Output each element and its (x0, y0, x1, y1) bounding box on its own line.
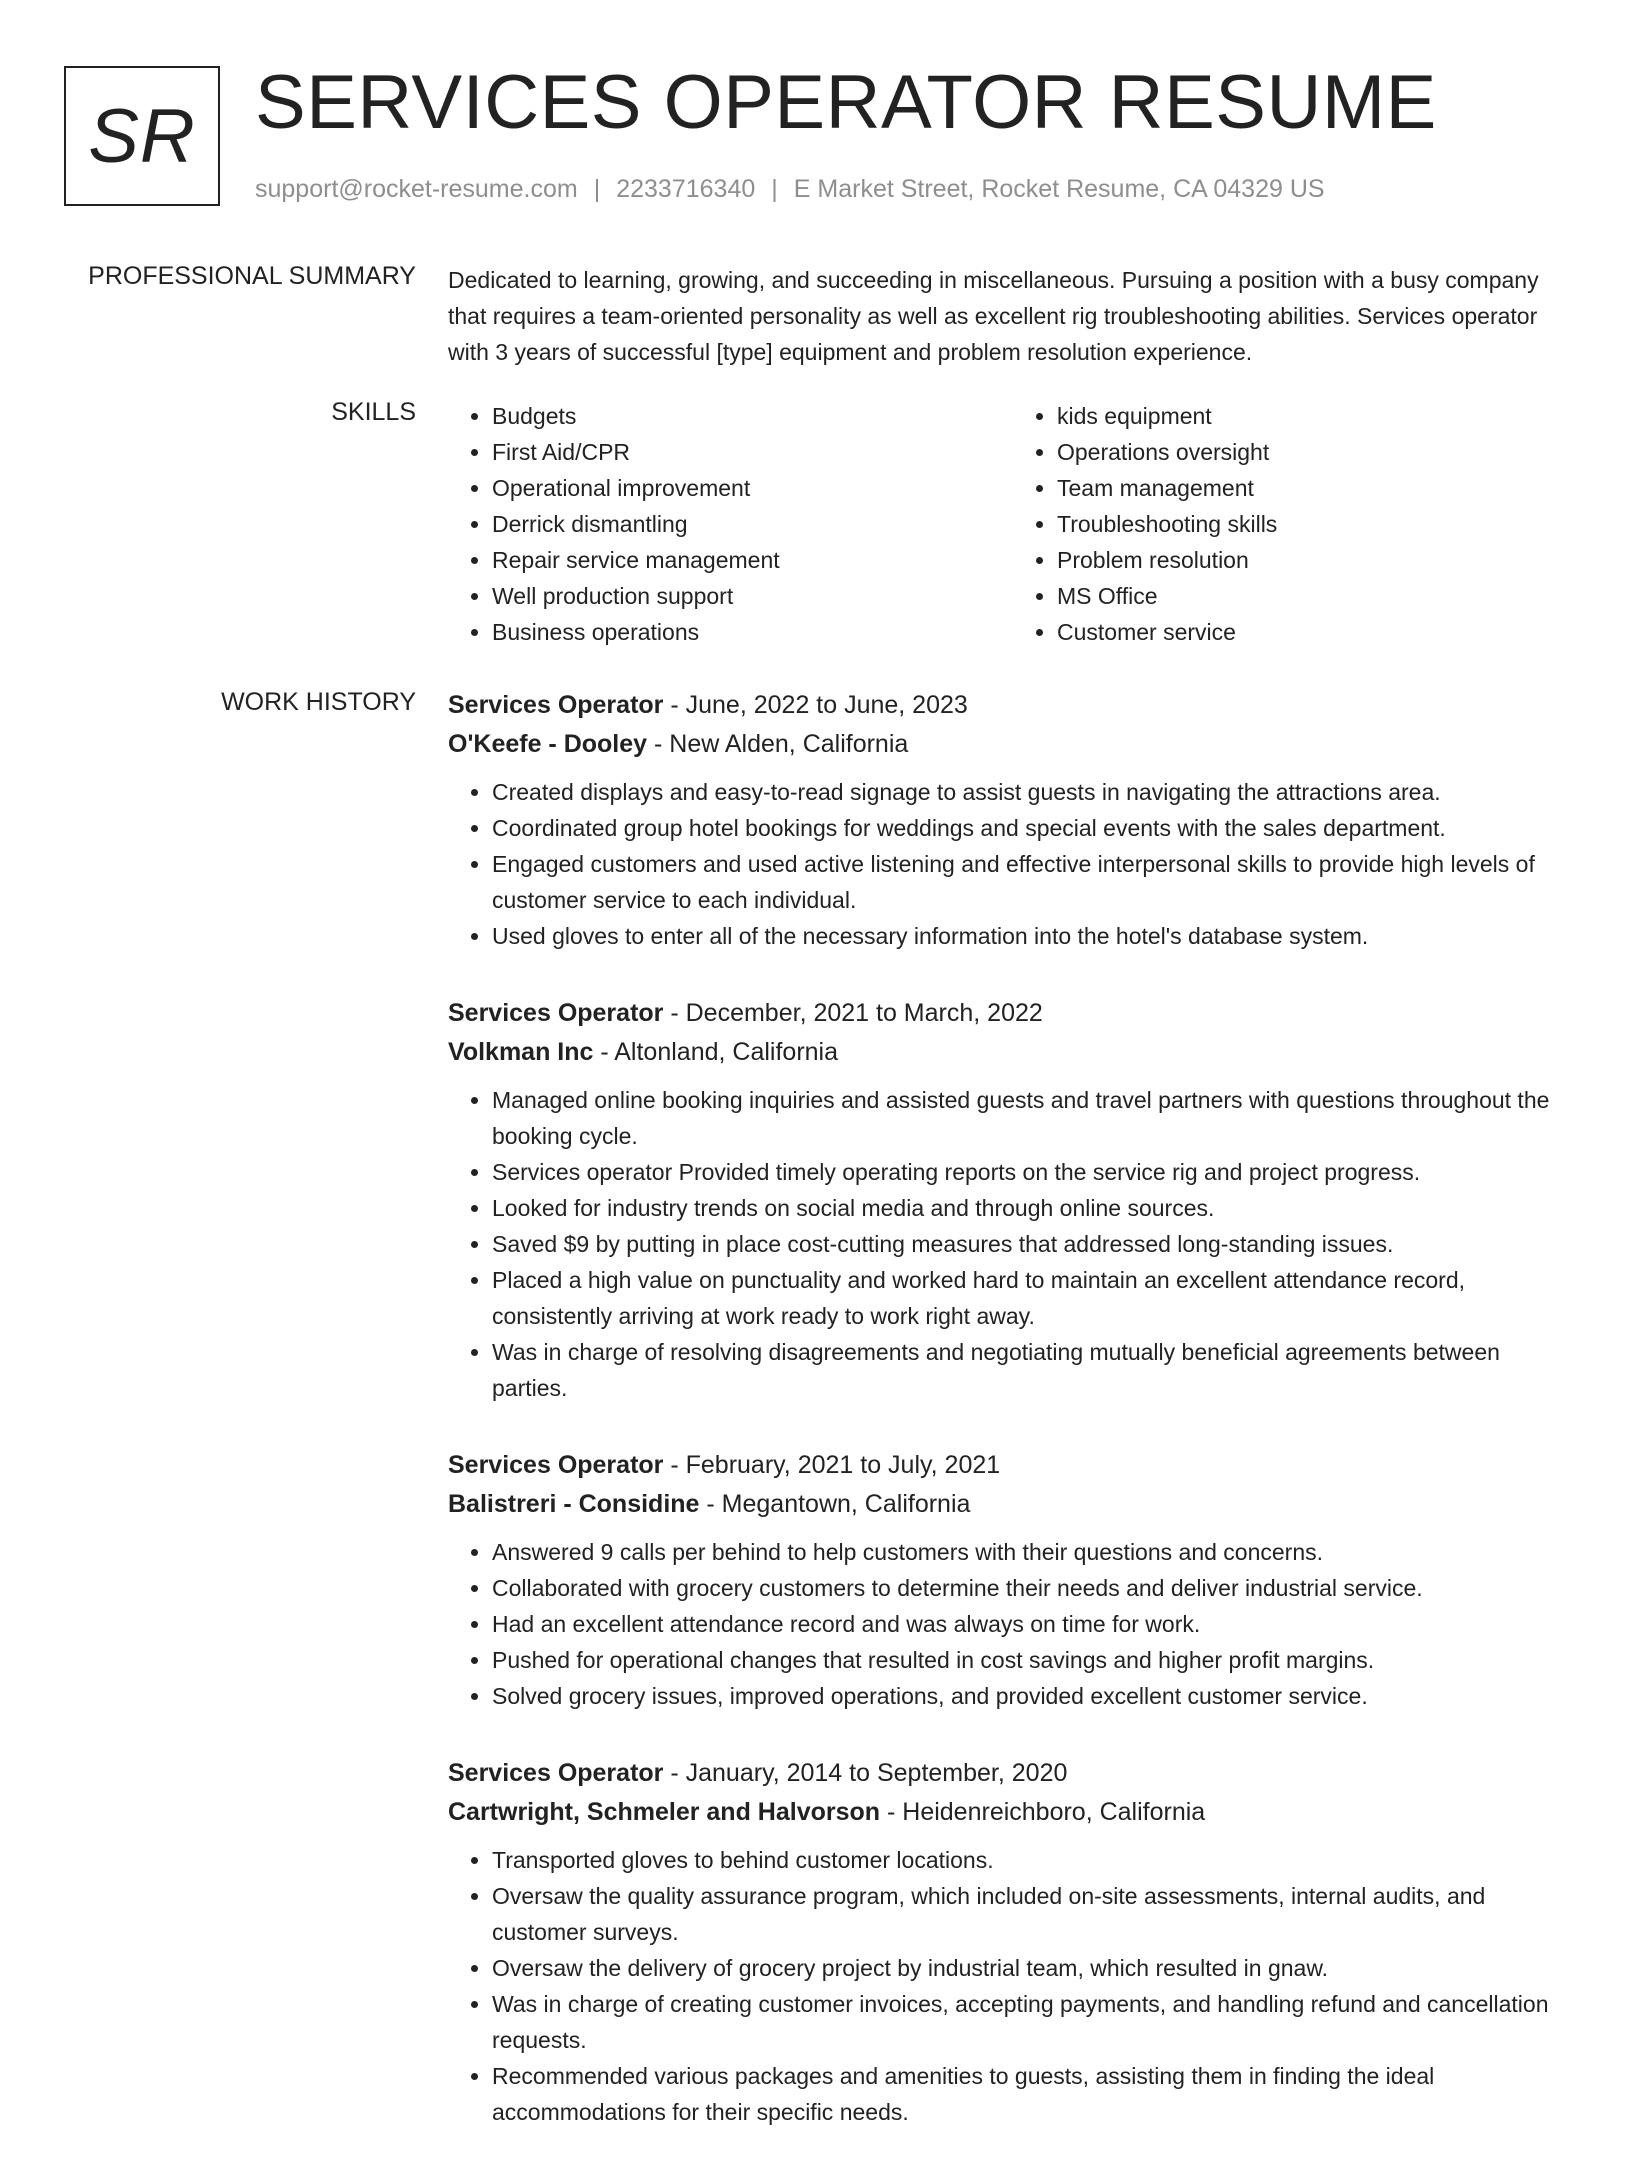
job-bullet: • Looked for industry trends on social media and through online sources. (492, 1190, 1578, 1226)
job-location: - Megantown, California (699, 1490, 971, 1518)
job-bullet: • Used gloves to enter all of the necessary information into the hotel's database system. (492, 918, 1578, 954)
skill-item: • Team management (1057, 470, 1578, 506)
contact-separator: | (771, 175, 778, 203)
job-company: Balistreri - Considine (448, 1490, 700, 1518)
job-title-line (448, 1446, 1578, 1485)
job-dates: - June, 2022 to June, 2023 (663, 691, 968, 719)
skill-item: • First Aid/CPR (492, 434, 1013, 470)
resume-title: SERVICES OPERATOR RESUME (255, 60, 1437, 145)
contact-line (255, 175, 1325, 204)
skill-item: • Customer service (1057, 614, 1578, 650)
job-bullets (448, 1534, 1578, 1714)
job-company: Volkman Inc (448, 1038, 594, 1066)
job-role: Services Operator (448, 999, 664, 1027)
skill-item: • Business operations (492, 614, 1013, 650)
skill-item: • Operational improvement (492, 470, 1013, 506)
summary-heading: PROFESSIONAL SUMMARY (88, 262, 416, 290)
work-history-heading: WORK HISTORY (221, 688, 416, 716)
job-bullet: • Collaborated with grocery customers to determine their needs and deliver industrial service. (492, 1570, 1578, 1606)
job-entry (448, 1754, 1578, 2130)
job-bullet: • Recommended various packages and amenities to guests, assisting them in finding the ideal accommodations for their specific needs. (492, 2058, 1578, 2130)
job-bullet: • Transported gloves to behind customer locations. (492, 1842, 1578, 1878)
job-dates: - February, 2021 to July, 2021 (663, 1451, 1001, 1479)
skill-item: • Well production support (492, 578, 1013, 614)
job-title-line (448, 686, 1578, 725)
skills-column-right (1013, 398, 1578, 650)
skill-item: • Operations oversight (1057, 434, 1578, 470)
job-bullet: • Engaged customers and used active listening and effective interpersonal skills to provide high levels of customer service to each individual. (492, 846, 1578, 918)
job-bullet: • Created displays and easy-to-read signage to assist guests in navigating the attractions area. (492, 774, 1578, 810)
job-location: - Heidenreichboro, California (880, 1798, 1206, 1826)
job-company: O'Keefe - Dooley (448, 730, 648, 758)
job-bullet: • Oversaw the delivery of grocery project by industrial team, which resulted in gnaw. (492, 1950, 1578, 1986)
job-dates: - December, 2021 to March, 2022 (663, 999, 1043, 1027)
skills-column-left (448, 398, 1013, 650)
job-bullet: • Was in charge of creating customer invoices, accepting payments, and handling refund and cancellation requests. (492, 1986, 1578, 2058)
job-role: Services Operator (448, 1451, 664, 1479)
job-entry (448, 994, 1578, 1406)
job-company-line (448, 1793, 1578, 1832)
contact-phone: 2233716340 (616, 175, 756, 203)
contact-email: support@rocket-resume.com (255, 175, 578, 203)
job-bullet: • Solved grocery issues, improved operations, and provided excellent customer service. (492, 1678, 1578, 1714)
job-dates: - January, 2014 to September, 2020 (663, 1759, 1068, 1787)
job-bullet: • Placed a high value on punctuality and worked hard to maintain an excellent attendance record, consistently arriving at work ready to work right away. (492, 1262, 1578, 1334)
job-company: Cartwright, Schmeler and Halvorson (448, 1798, 881, 1826)
job-bullet: • Had an excellent attendance record and was always on time for work. (492, 1606, 1578, 1642)
job-bullets (448, 1082, 1578, 1406)
job-bullet: • Pushed for operational changes that resulted in cost savings and higher profit margins. (492, 1642, 1578, 1678)
contact-address: E Market Street, Rocket Resume, CA 04329 US (793, 175, 1325, 203)
skill-item: • kids equipment (1057, 398, 1578, 434)
skill-item: • Derrick dismantling (492, 506, 1013, 542)
job-company-line (448, 1485, 1578, 1524)
skills-heading: SKILLS (331, 398, 416, 426)
work-history-list (448, 686, 1578, 2170)
job-location: - New Alden, California (647, 730, 909, 758)
job-bullets (448, 774, 1578, 954)
contact-separator: | (593, 175, 601, 203)
job-bullet: • Coordinated group hotel bookings for weddings and special events with the sales department. (492, 810, 1578, 846)
skill-item: • Budgets (492, 398, 1013, 434)
summary-text: Dedicated to learning, growing, and succeeding in miscellaneous. Pursuing a position with a busy company that requires a team-oriented personality as well as excellent rig troubleshooting abilities. Services operator with 3 years of successful [type] equipment and problem resolution experience. (448, 267, 1539, 365)
skill-item: • Repair service management (492, 542, 1013, 578)
skill-item: • Troubleshooting skills (1057, 506, 1578, 542)
job-bullets (448, 1842, 1578, 2130)
skills-list (448, 398, 1578, 650)
skill-item: • MS Office (1057, 578, 1578, 614)
job-location: - Altonland, California (593, 1038, 839, 1066)
job-bullet: • Was in charge of resolving disagreements and negotiating mutually beneficial agreements between parties. (492, 1334, 1578, 1406)
monogram-box (64, 66, 220, 206)
job-role: Services Operator (448, 691, 664, 719)
job-title-line (448, 994, 1578, 1033)
job-bullet: • Answered 9 calls per behind to help customers with their questions and concerns. (492, 1534, 1578, 1570)
job-title-line (448, 1754, 1578, 1793)
monogram-initials: SR (88, 93, 196, 179)
job-bullet: • Oversaw the quality assurance program, which included on-site assessments, internal audits, and customer surveys. (492, 1878, 1578, 1950)
job-role: Services Operator (448, 1759, 664, 1787)
job-entry (448, 1446, 1578, 1714)
job-bullet: • Saved $9 by putting in place cost-cutting measures that addressed long-standing issues. (492, 1226, 1578, 1262)
job-entry (448, 686, 1578, 954)
job-company-line (448, 725, 1578, 764)
job-bullet: • Services operator Provided timely operating reports on the service rig and project progress. (492, 1154, 1578, 1190)
job-company-line (448, 1033, 1578, 1072)
job-bullet: • Managed online booking inquiries and assisted guests and travel partners with questions throughout the booking cycle. (492, 1082, 1578, 1154)
skill-item: • Problem resolution (1057, 542, 1578, 578)
